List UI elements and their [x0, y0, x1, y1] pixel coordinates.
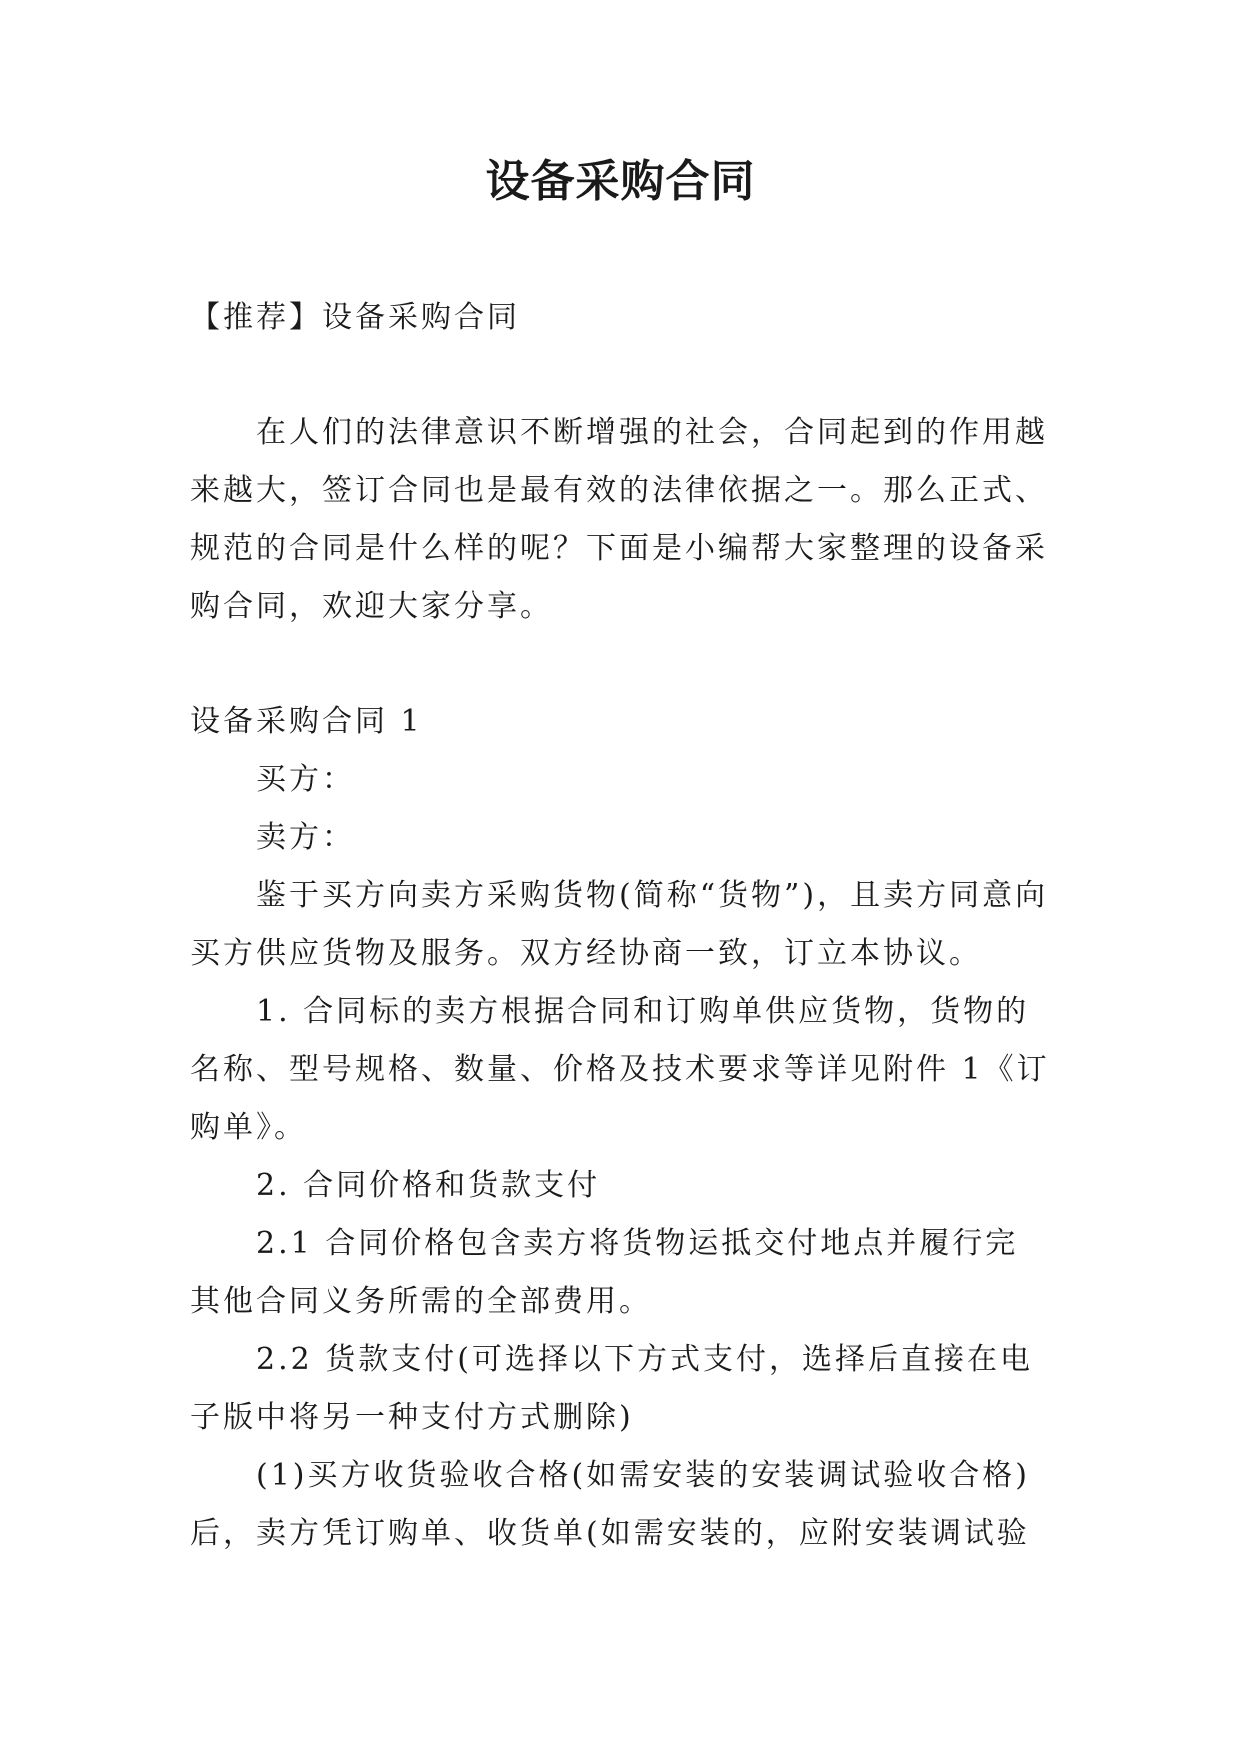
recommend-section	[190, 289, 1050, 347]
clause-2-1: 2.1 合同价格包含卖方将货物运抵交付地点并履行完其他合同义务所需的全部费用。	[190, 1226, 1019, 1319]
clause-2-2: 2.2 货款支付(可选择以下方式支付，选择后直接在电子版中将另一种支付方式删除)	[190, 1342, 1033, 1435]
clause-2-2-option-1: (1)买方收货验收合格(如需安装的安装调试验收合格)后，卖方凭订购单、收货单(如需安装的，应附安装调试验	[190, 1458, 1030, 1551]
buyer-line: 买方：	[256, 762, 355, 797]
section-heading: 设备采购合同 1	[190, 704, 423, 739]
recommend-line: 【推荐】设备采购合同	[190, 300, 520, 335]
preamble-paragraph: 鉴于买方向卖方采购货物(简称“货物”)，且卖方同意向买方供应货物及服务。双方经协商一致，订立本协议。	[190, 878, 1049, 971]
clause-2-heading: 2. 合同价格和货款支付	[256, 1168, 601, 1203]
clause-1-subject: 1. 合同标的卖方根据合同和订购单供应货物，货物的名称、型号规格、数量、价格及技术要求等详见附件 1《订购单》。	[190, 994, 1050, 1145]
seller-line: 卖方：	[256, 820, 355, 855]
document-title: 设备采购合同	[485, 156, 756, 207]
intro-paragraph: 在人们的法律意识不断增强的社会，合同起到的作用越来越大，签订合同也是最有效的法律依据之一。那么正式、规范的合同是什么样的呢？下面是小编帮大家整理的设备采购合同，欢迎大家分享。	[190, 415, 1048, 624]
intro-section	[190, 404, 1050, 636]
contract-section	[190, 693, 1050, 1563]
